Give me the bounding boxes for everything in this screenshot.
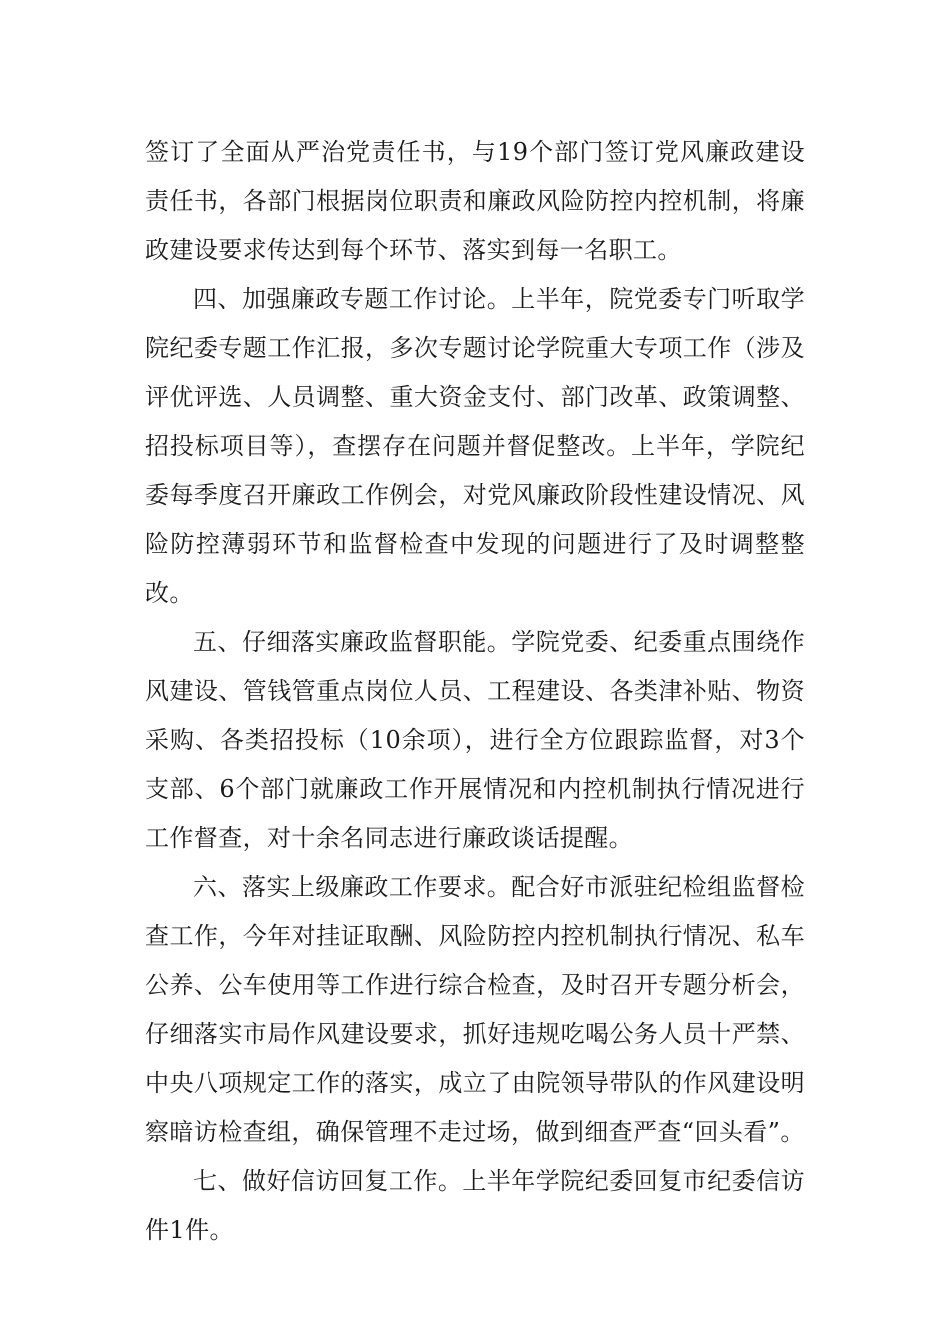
document-body [145, 128, 805, 1255]
paragraph-section-7: 七、做好信访回复工作。上半年学院纪委回复市纪委信访件1件。 [145, 1167, 805, 1244]
paragraph-continuation: 签订了全面从严治党责任书，与19个部门签订党风廉政建设责任书，各部门根据岗位职责和廉政风险防控内控机制，将廉政建设要求传达到每个环节、落实到每一名职工。 [145, 138, 805, 264]
paragraph-section-4: 四、加强廉政专题工作讨论。上半年，院党委专门听取学院纪委专题工作汇报，多次专题讨论学院重大专项工作（涉及评优评选、人员调整、重大资金支付、部门改革、政策调整、招投标项目等），查摆存在问题并督促整改。上半年，学院纪委每季度召开廉政工作例会，对党风廉政阶段性建设情况、风险防控薄弱环节和监督检查中发现的问题进行了及时调整整改。 [145, 285, 805, 607]
paragraph-section-6: 六、落实上级廉政工作要求。配合好市派驻纪检组监督检查工作，今年对挂证取酬、风险防控内控机制执行情况、私车公养、公车使用等工作进行综合检查，及时召开专题分析会，仔细落实市局作风建设要求，抓好违规吃喝公务人员十严禁、中央八项规定工作的落实，成立了由院领导带队的作风建设明察暗访检查组，确保管理不走过场，做到细查严查“回头看”。 [145, 873, 805, 1146]
paragraph-section-5: 五、仔细落实廉政监督职能。学院党委、纪委重点围绕作风建设、管钱管重点岗位人员、工程建设、各类津补贴、物资采购、各类招投标（10余项），进行全方位跟踪监督，对3个支部、6个部门就廉政工作开展情况和内控机制执行情况进行工作督查，对十余名同志进行廉政谈话提醒。 [145, 628, 805, 852]
